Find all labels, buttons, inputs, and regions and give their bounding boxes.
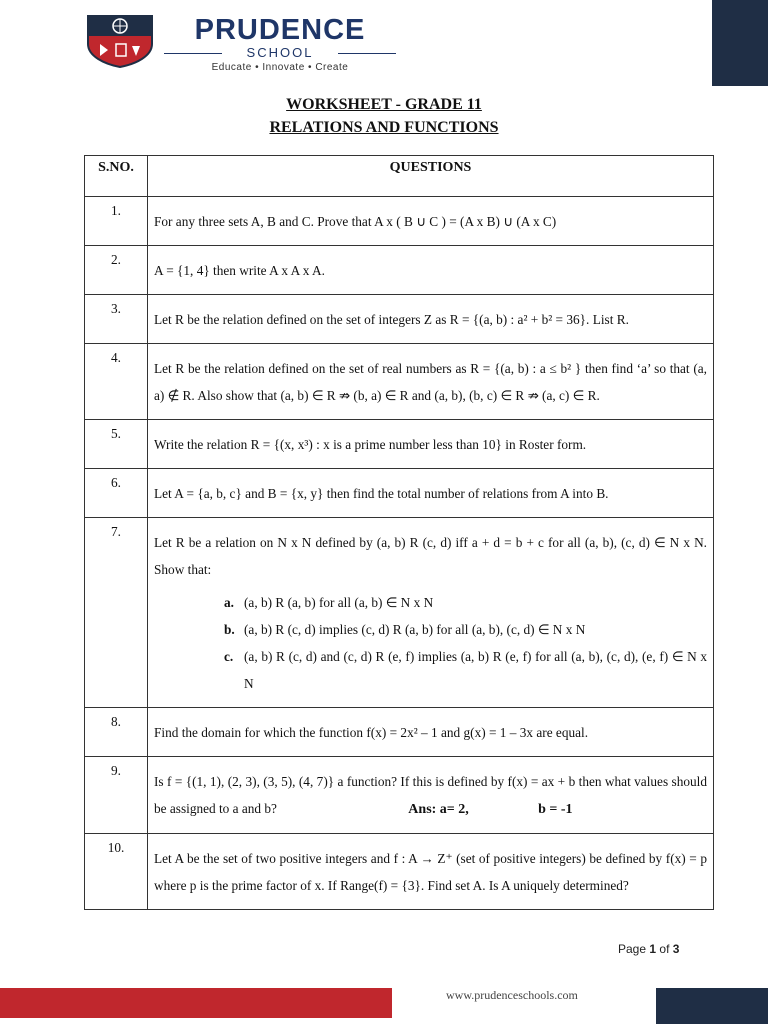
question-text: A = {1, 4} then write A x A x A. bbox=[148, 246, 714, 295]
question-text: Let A = {a, b, c} and B = {x, y} then find the total number of relations from A into B. bbox=[148, 469, 714, 518]
table-row bbox=[85, 757, 714, 834]
question-text: Let A be the set of two positive integers and f : A → Z⁺ (set of positive integers) be defined by f(x) = p where p is the prime factor of x. If Range(f) = {3}. Find set A. Is A uniquely determined? bbox=[148, 834, 714, 910]
question-number: 2. bbox=[85, 246, 148, 295]
school-name: PRUDENCE bbox=[194, 14, 366, 46]
footer-navy-block bbox=[656, 988, 768, 1024]
page-label: Page bbox=[618, 942, 647, 956]
sub-question-text: (a, b) R (c, d) and (c, d) R (e, f) implies (a, b) R (e, f) for all (a, b), (c, d), (e, f) ∈ N x N bbox=[244, 649, 707, 691]
question-text: Write the relation R = {(x, x³) : x is a prime number less than 10} in Roster form. bbox=[148, 420, 714, 469]
page-of: of bbox=[659, 942, 670, 956]
table-row bbox=[85, 518, 714, 708]
question-cell bbox=[148, 518, 714, 708]
answer-b: b = -1 bbox=[538, 802, 573, 817]
questions-table bbox=[84, 155, 714, 910]
question-text: Is f = {(1, 1), (2, 3), (3, 5), (4, 7)} a function? If this is defined by f(x) = ax + b then what values should be assigned to a and b? bbox=[154, 774, 707, 816]
question-number: 5. bbox=[85, 420, 148, 469]
footer-url: www.prudenceschools.com bbox=[446, 988, 578, 1002]
table-row bbox=[85, 344, 714, 420]
question-number: 3. bbox=[85, 295, 148, 344]
sub-question bbox=[224, 589, 707, 616]
question-cell bbox=[148, 757, 714, 834]
school-logo bbox=[86, 14, 396, 73]
sub-question-text: (a, b) R (a, b) for all (a, b) ∈ N x N bbox=[244, 595, 434, 610]
table-row bbox=[85, 246, 714, 295]
question-number: 8. bbox=[85, 708, 148, 757]
answer-a: Ans: a= 2, bbox=[408, 802, 469, 817]
questions-header: QUESTIONS bbox=[148, 156, 714, 197]
question-text: Find the domain for which the function f(x) = 2x² – 1 and g(x) = 1 – 3x are equal. bbox=[148, 708, 714, 757]
question-text: For any three sets A, B and C. Prove that A x ( B ∪ C ) = (A x B) ∪ (A x C) bbox=[148, 197, 714, 246]
question-number: 9. bbox=[85, 757, 148, 834]
table-row bbox=[85, 420, 714, 469]
page-current: 1 bbox=[649, 942, 657, 956]
school-word: SCHOOL bbox=[164, 46, 396, 60]
footer-red-bar bbox=[0, 988, 392, 1018]
question-text: Let R be the relation defined on the set of integers Z as R = {(a, b) : a² + b² = 36}. List R. bbox=[148, 295, 714, 344]
question-text: Let R be a relation on N x N defined by (a, b) R (c, d) iff a + d = b + c for all (a, b), (c, d) ∈ N x N. Show that: bbox=[154, 535, 707, 577]
worksheet-title: WORKSHEET - GRADE 11 bbox=[286, 96, 482, 113]
header-corner-block bbox=[712, 0, 768, 86]
question-number: 7. bbox=[85, 518, 148, 708]
sno-header: S.NO. bbox=[85, 156, 148, 197]
table-row bbox=[85, 708, 714, 757]
sub-question-letter: a. bbox=[224, 595, 234, 610]
sub-question-text: (a, b) R (c, d) implies (c, d) R (a, b) for all (a, b), (c, d) ∈ N x N bbox=[244, 622, 586, 637]
table-row bbox=[85, 834, 714, 910]
worksheet-subtitle: RELATIONS AND FUNCTIONS bbox=[269, 119, 499, 136]
sub-question-letter: c. bbox=[224, 649, 234, 664]
sub-question-list bbox=[154, 589, 707, 697]
sub-question-letter: b. bbox=[224, 622, 235, 637]
table-header-row bbox=[85, 156, 714, 197]
table-row bbox=[85, 295, 714, 344]
question-text: Let R be the relation defined on the set of real numbers as R = {(a, b) : a ≤ b² } then find ‘a’ so that (a, a) ∉ R. Also show that (a, b) ∈ R ⇏ (b, a) ∈ R and (a, b), (b, c) ∈ R ⇏ (a, c) ∈ R. bbox=[148, 344, 714, 420]
page-number bbox=[618, 942, 679, 956]
page-total: 3 bbox=[672, 942, 680, 956]
table-row bbox=[85, 469, 714, 518]
school-tagline: Educate • Innovate • Create bbox=[211, 62, 349, 73]
question-number: 6. bbox=[85, 469, 148, 518]
sub-question bbox=[224, 643, 707, 697]
sub-question bbox=[224, 616, 707, 643]
table-row bbox=[85, 197, 714, 246]
question-number: 10. bbox=[85, 834, 148, 910]
question-number: 4. bbox=[85, 344, 148, 420]
question-number: 1. bbox=[85, 197, 148, 246]
shield-logo-icon bbox=[86, 14, 154, 68]
